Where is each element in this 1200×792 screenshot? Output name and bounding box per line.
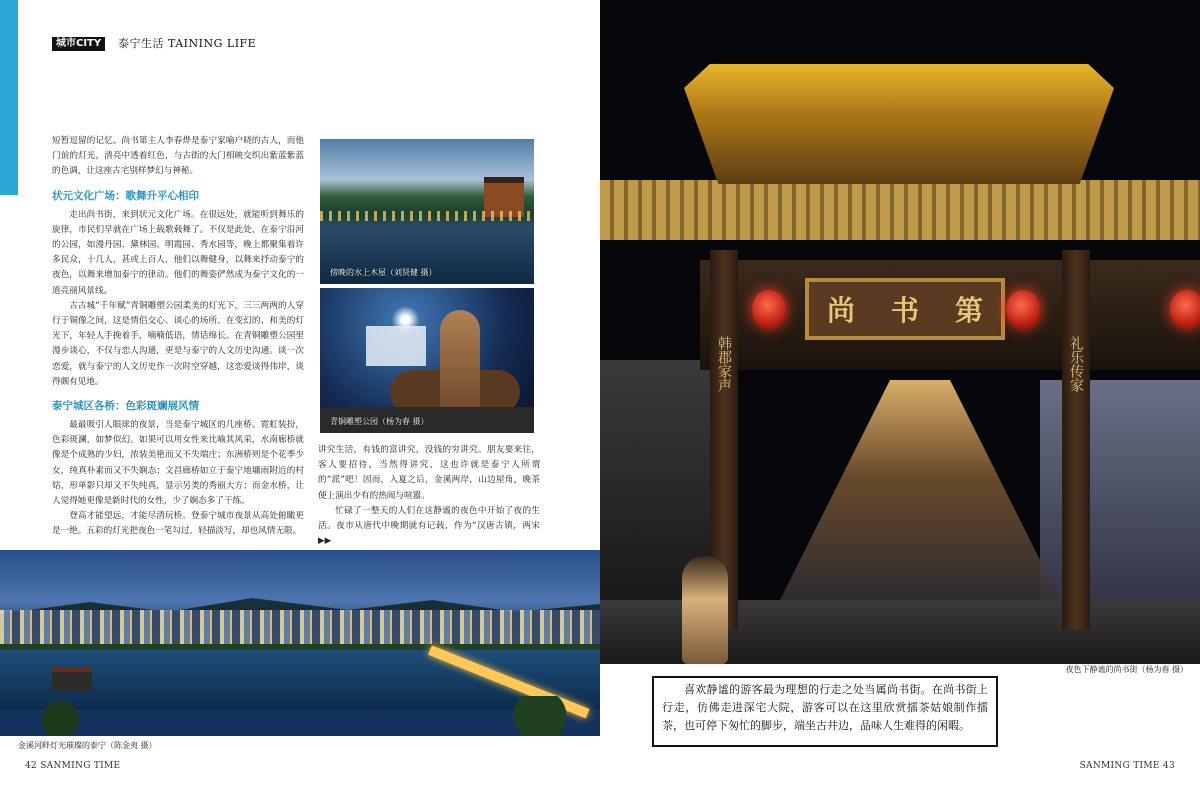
- photo-city-panorama: [0, 550, 600, 736]
- section-badge: 城市CITY: [52, 37, 105, 51]
- text-column-1: [52, 134, 304, 598]
- heading-bridges: 泰宁城区各桥：色彩斑斓展风情: [52, 400, 199, 413]
- paragraph: 登高才能望远，才能尽清玩桥。登泰宁城市夜景从高处俯瞰更是一绝。五彩的灯光把夜色一笔勾过，轻描淡写，却也风情无限。: [52, 511, 304, 537]
- person-silhouette: [682, 556, 728, 664]
- paragraph: 最最吸引人眼球的夜景，当是泰宁城区的几座桥。霓虹装扮，色彩斑澜，如梦似幻。如果可以用女性来比喻其风采，水南廊桥就像是个成熟的少妇，浓装美艳而又不失端庄；东洲桥则是个花季少女，纯真朴素而又不失娴态；文昌廊桥如立于泰宁地墉雨附近的村姑，形单影只却又不失纯真，显示另类的秀丽大方；而金水桥，让人觉得她更像是新时代的女性，少了娴态多了干练。: [52, 420, 304, 507]
- gate-pillar: [1062, 250, 1090, 630]
- intro-paragraph: 短暂逗留的记忆。尚书第主人李春烨是泰宁家喻户晓的古人，而他门前的灯光，清亮中透着红色，与古街的大门相映交织出紫蓝紫蓝的色调，让这座古宅别样梦幻与神秘。: [52, 136, 304, 177]
- roof-tiles-shape: [600, 180, 1200, 240]
- red-lantern-icon: [1170, 290, 1200, 328]
- heading-culture-square: 状元文化广场：歌舞升平心相印: [52, 189, 199, 202]
- continue-arrow-icon: ▶▶: [318, 536, 332, 547]
- city-lights-shape: [0, 610, 600, 644]
- red-lantern-icon: [1006, 290, 1040, 328]
- accent-bar: [0, 0, 18, 195]
- photo-lake-cabins: [320, 139, 534, 284]
- trees-shape: [0, 696, 600, 736]
- red-lantern-icon: [752, 290, 786, 328]
- paragraph: [318, 504, 540, 550]
- gate-roof-shape: [684, 64, 1114, 184]
- photo-shangshu-gate: [600, 0, 1200, 664]
- boat-shape: [52, 668, 92, 692]
- text-column-2: [318, 443, 540, 549]
- plaque-char: 书: [890, 294, 919, 327]
- right-page: [600, 0, 1200, 792]
- figure-statue-shape: [440, 310, 480, 420]
- building-shape: [366, 326, 426, 366]
- left-couplet: 韩郡家声: [716, 336, 732, 392]
- paragraph: 古古城“千年赋”青铜雕塑公园柔美的灯光下，三三两两的人穿行于铜像之间，这是情侣交心、谈心的场所。在变幻的、和美的灯光下，年轻人手挽着手，喃喃低语，情话绵长。在青铜雕塑公园里漫步谈心，不仅与恋人沟通，更是与泰宁的人文历史沟通。谈一次恋爱，就与泰宁的人文历史作一次时空穿越，这恋爱谈得伟岸，谈得颇有见地。: [52, 300, 304, 387]
- page-number-right: SANMING TIME 43: [1079, 761, 1175, 771]
- page-number-left: 42 SANMING TIME: [25, 761, 121, 771]
- photo-caption: 傍晚的水上木屋（刘贤健 摄）: [330, 268, 437, 277]
- paragraph: 讲究生活，有钱的富讲究，没钱的穷讲究。朋友要来往，客人要招待，当然得讲究，这也许就是泰宁人所谓的“派”吧！因而，入夏之后，金溪两岸，山边屋角，晚茶便上演出少有的热闹与喧嚣。: [318, 445, 540, 501]
- pull-quote-box: 喜欢静谧的游客最为理想的行走之处当属尚书街。在尚书街上行走，仿佛走进深宅大院，游客可以在这里欣赏擂茶姑娘制作擂茶，也可停下匆忙的脚步，端坐古井边，品味人生难得的闲暇。: [652, 676, 998, 747]
- gate-plaque: [805, 278, 1005, 340]
- plaque-char: 第: [954, 294, 983, 327]
- photo-caption: 金溪河畔灯光璀璨的泰宁（陈金夷 摄）: [18, 741, 157, 750]
- paragraph-text: 忙碌了一整天的人们在这静谧的夜色中开始了夜的生活。夜市从唐代中晚期就有记载，作为“汉唐古镇，两宋: [318, 505, 540, 532]
- lit-street-shape: [770, 380, 1070, 620]
- plaque-char: 尚: [826, 294, 855, 327]
- reflection-lights: [320, 211, 534, 221]
- photo-bronze-statue: [320, 288, 534, 433]
- photo-caption: 青铜雕塑公园（杨为春 摄）: [330, 417, 429, 426]
- photo-caption: 夜色下静谧的尚书街（杨为春 摄）: [1065, 665, 1188, 674]
- section-title: 泰宁生活 TAINING LIFE: [118, 37, 257, 50]
- paragraph: 走出尚书街，来到状元文化广场。在很远处，就能听到舞乐的旋律，市民们早就在广场上载歌载舞了。不仅是此处，在泰宁沿河的公园，如漫丹园、黛林园、明霞园、秀水园等，晚上都聚集着许多民众，十几人，甚或上百人，他们以舞健身，以舞来抒动泰宁的夜色，以舞来增加泰宁的律动。他们的舞姿俨然成为泰宁文化的一道亮丽风景线。: [52, 209, 304, 296]
- right-couplet: 礼乐传家: [1068, 336, 1084, 392]
